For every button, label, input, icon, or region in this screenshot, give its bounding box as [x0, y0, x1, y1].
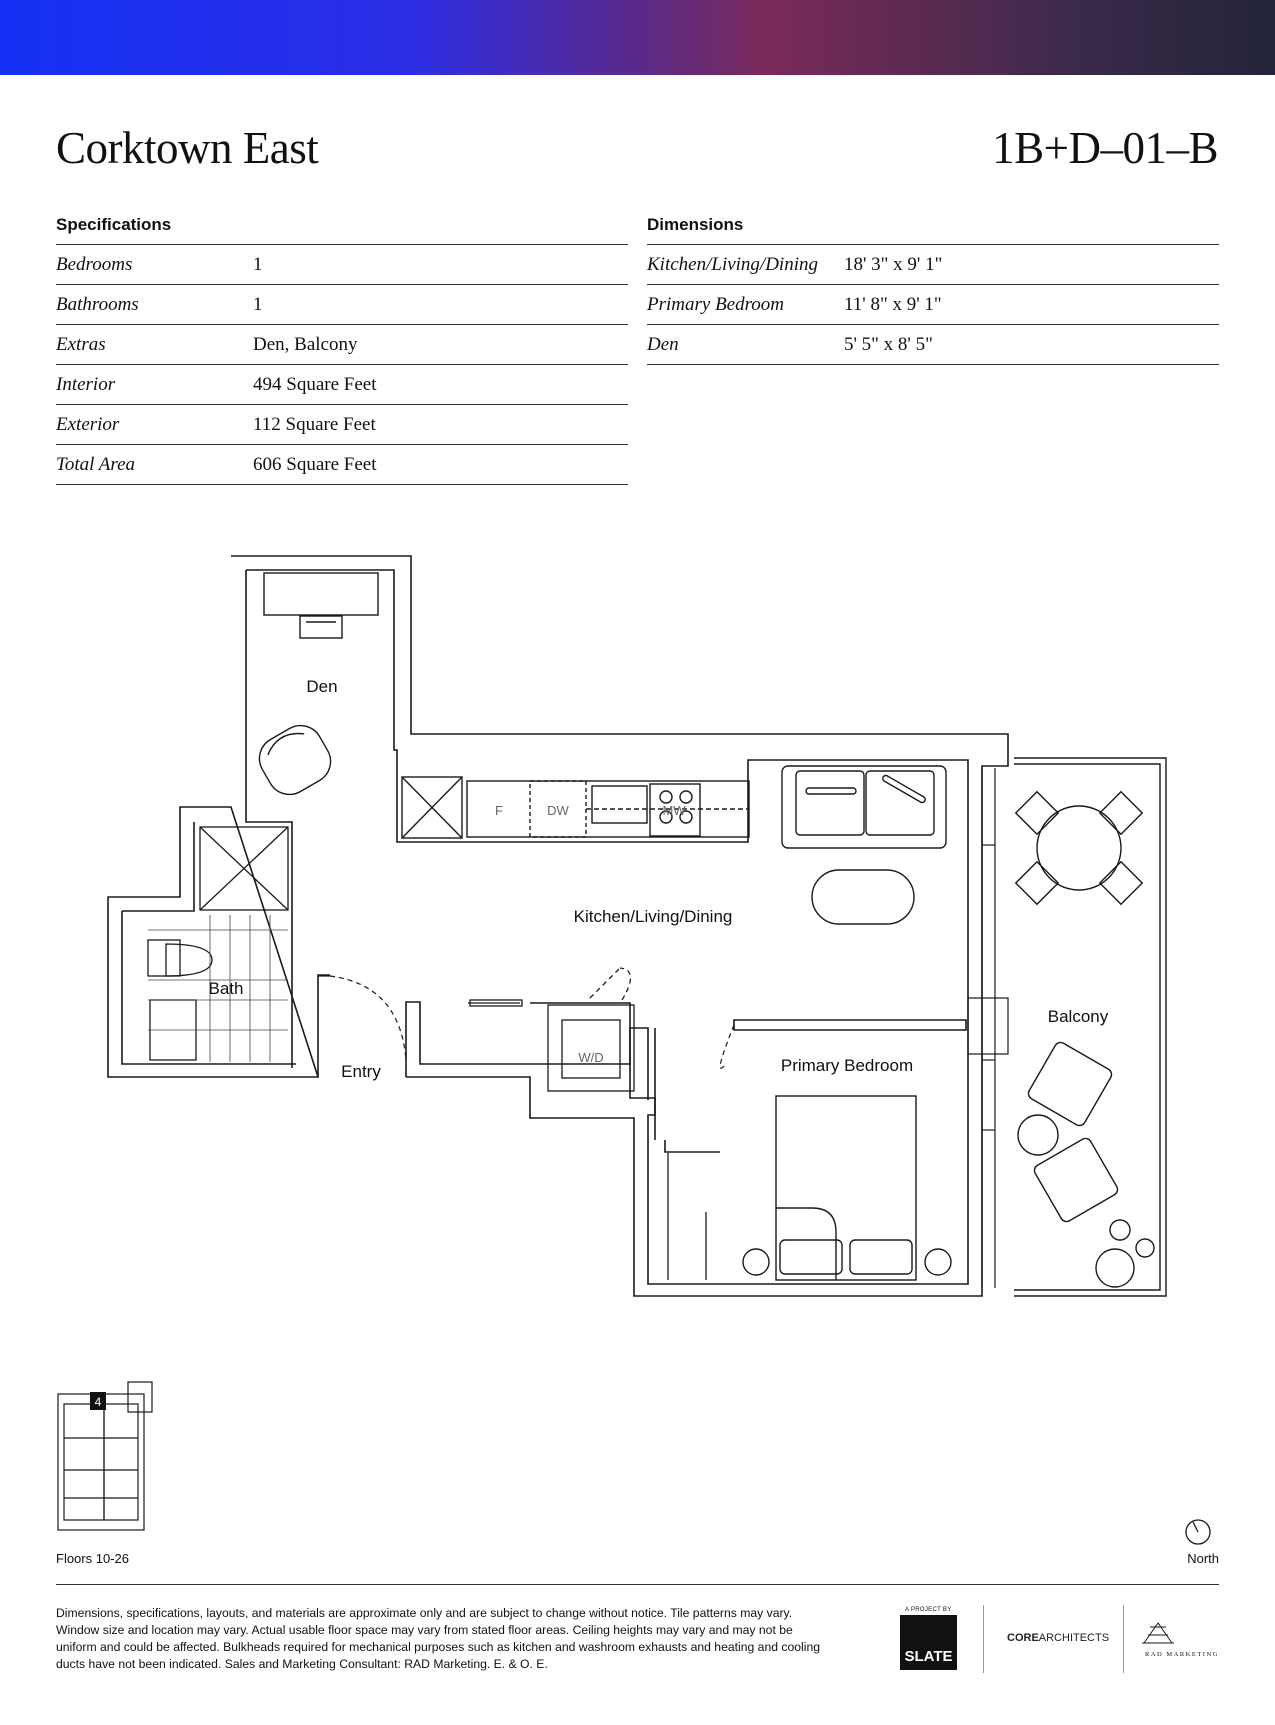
specifications-heading: Specifications — [56, 210, 628, 245]
spec-label: Bathrooms — [56, 294, 139, 315]
floors-label: Floors 10-26 — [56, 1551, 129, 1566]
core-logo-rest: ARCHITECTS — [1038, 1632, 1110, 1644]
project-by-label: A PROJECT BY — [905, 1607, 952, 1613]
spec-row — [56, 245, 628, 285]
spec-value: Den, Balcony — [253, 334, 358, 355]
laundry-closet — [468, 968, 634, 1091]
header-gradient-bar — [0, 0, 1275, 75]
room-label-den: Den — [306, 677, 338, 696]
floor-plan — [0, 540, 1275, 1320]
spec-value: 1 — [253, 254, 263, 275]
spec-value: 606 Square Feet — [253, 454, 377, 475]
room-label-kitchen: Kitchen/Living/Dining — [573, 907, 733, 926]
wall-bedroom-top — [734, 1020, 966, 1030]
bath-fixtures — [148, 827, 288, 1062]
key-plan — [56, 1380, 156, 1532]
dimension-label: Primary Bedroom — [647, 294, 785, 315]
spec-label: Extras — [56, 334, 106, 355]
entry-door — [318, 976, 406, 1060]
rad-marketing-text: RAD MARKETING — [1145, 1651, 1219, 1658]
balcony-outline — [1014, 758, 1166, 1296]
dimension-row — [647, 245, 1219, 285]
unit-code: 1B+D–01–B — [992, 123, 1218, 173]
den-desk — [264, 573, 378, 638]
spec-value: 112 Square Feet — [253, 414, 376, 435]
dimension-label: Den — [647, 334, 679, 355]
slate-logo — [900, 1615, 957, 1670]
washer-dryer-label: W/D — [578, 1050, 604, 1065]
fridge-label: F — [495, 803, 503, 818]
core-logo-bold: CORE — [1007, 1632, 1039, 1644]
spec-label: Interior — [56, 374, 116, 395]
wall-entry-right — [406, 1002, 530, 1077]
spec-row — [56, 285, 628, 325]
room-label-bath: Bath — [208, 979, 244, 998]
wall-bedroom-left — [655, 1028, 720, 1152]
den-armchair — [251, 718, 338, 803]
north-compass-icon — [1184, 1518, 1212, 1546]
dimensions-table — [647, 210, 1219, 365]
north-label: North — [1187, 1551, 1219, 1566]
core-architects-logo — [1007, 1632, 1109, 1644]
dimension-label: Kitchen/Living/Dining — [647, 254, 818, 275]
bedroom-door — [720, 1025, 734, 1068]
room-label-bedroom: Primary Bedroom — [780, 1056, 914, 1075]
project-title: Corktown East — [56, 123, 319, 173]
kitchen-counter — [402, 777, 749, 838]
dimensions-heading: Dimensions — [647, 210, 1219, 245]
logo-separator — [983, 1605, 984, 1673]
dimension-value: 11' 8" x 9' 1" — [844, 294, 942, 315]
room-label-balcony: Balcony — [1047, 1007, 1109, 1026]
spec-label: Exterior — [56, 414, 120, 435]
balcony-table-set — [1016, 792, 1142, 904]
rad-marketing-logo-icon — [1140, 1617, 1176, 1647]
spec-row — [56, 405, 628, 445]
spec-row — [56, 445, 628, 485]
coffee-table — [812, 870, 914, 924]
disclaimer-text: Dimensions, specifications, layouts, and materials are approximate only and are subject to change without notice. Tile patterns may vary. Window size and location may vary. Actual usable floor space may vary from stated floor areas. Ceiling heights may vary and may not be uniform and could be affected. Bulkheads required for mechanical purposes such as kitchen and washroom exhausts and heating and cooling ducts have not been indicated. Sales and Marketing Consultant: RAD Marketing. E. & O. E. — [56, 1606, 821, 1671]
bedroom-closet — [668, 1153, 706, 1280]
spec-value: 494 Square Feet — [253, 374, 377, 395]
wall-den-left — [246, 570, 292, 1068]
dishwasher-label: DW — [547, 803, 569, 818]
logo-separator — [1123, 1605, 1124, 1673]
wall-entry-left — [318, 975, 330, 1077]
bed — [743, 1096, 951, 1280]
exterior-wall — [108, 556, 1008, 1296]
key-plan-unit-marker: 4 — [94, 1395, 102, 1409]
spec-row — [56, 325, 628, 365]
dimension-row — [647, 325, 1219, 365]
footer-divider — [56, 1584, 1219, 1585]
slate-logo-text: SLATE — [904, 1648, 953, 1665]
window-wall — [968, 768, 1008, 1288]
specifications-table — [56, 210, 628, 485]
dimension-row — [647, 285, 1219, 325]
microwave-label: MW — [662, 803, 686, 818]
room-label-entry: Entry — [341, 1062, 381, 1081]
balcony-chairs — [1018, 1040, 1154, 1287]
interior-wall — [246, 570, 968, 1284]
spec-label: Total Area — [56, 454, 136, 475]
spec-row — [56, 365, 628, 405]
spec-label: Bedrooms — [56, 254, 133, 275]
spec-value: 1 — [253, 294, 263, 315]
dimension-value: 5' 5" x 8' 5" — [844, 334, 933, 355]
dimension-value: 18' 3" x 9' 1" — [844, 254, 943, 275]
living-sofa — [782, 766, 946, 848]
